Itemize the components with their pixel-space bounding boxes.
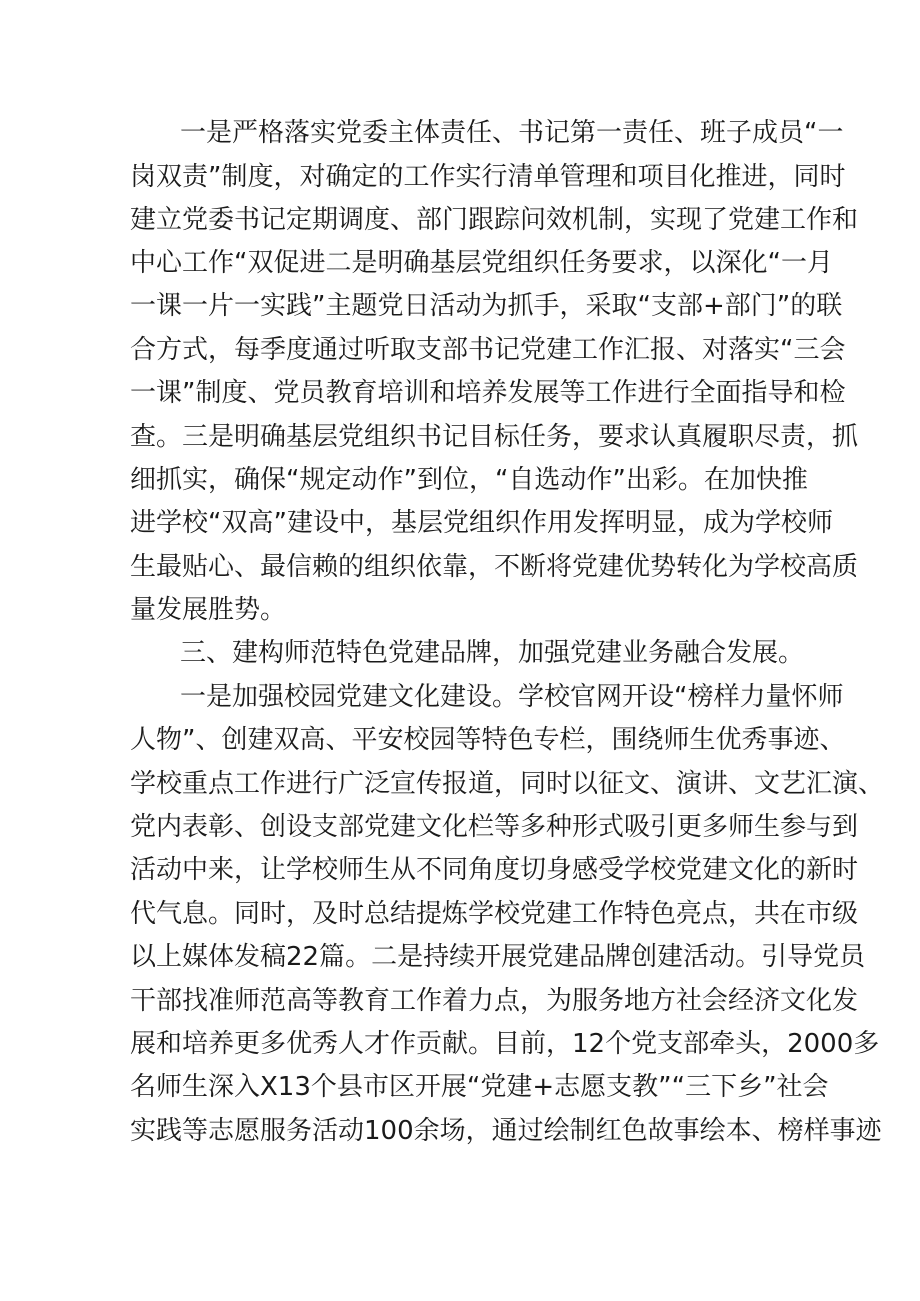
- text-line: 名师生深入X13个县市区开展“党建+志愿支教”“三下乡”社会: [130, 1072, 829, 1102]
- text-line: 生最贴心、最信赖的组织依靠，不断将党建优势转化为学校高质: [130, 552, 859, 582]
- text-line: 展和培养更多优秀人才作贡献。目前，12个党支部牵头，2000多: [130, 1029, 880, 1059]
- text-line: 实践等志愿服务活动100余场，通过绘制红色故事绘本、榜样事迹: [130, 1116, 882, 1146]
- text-line: 活动中来，让学校师生从不同角度切身感受学校党建文化的新时: [130, 855, 859, 885]
- text-line: 进学校“双高”建设中，基层党组织作用发挥明显，成为学校师: [130, 508, 833, 538]
- text-line: 一课”制度、党员教育培训和培养发展等工作进行全面指导和检: [130, 378, 846, 408]
- text-line: 学校重点工作进行广泛宣传报道，同时以征文、演讲、文艺汇演、: [130, 769, 885, 799]
- text-line: 合方式，每季度通过听取支部书记党建工作汇报、对落实“三会: [130, 335, 846, 365]
- text-line: 细抓实，确保“规定动作”到位，“自选动作”出彩。在加快推: [130, 465, 808, 495]
- text-line: 量发展胜势。: [130, 595, 287, 625]
- text-line: 干部找准师范高等教育工作着力点，为服务地方社会经济文化发: [130, 986, 859, 1016]
- section-heading: 三、建构师范特色党建品牌，加强党建业务融合发展。: [180, 638, 805, 668]
- text-line: 建立党委书记定期调度、部门跟踪问效机制，实现了党建工作和: [130, 205, 859, 235]
- text-line: 一是严格落实党委主体责任、书记第一责任、班子成员“一: [180, 118, 844, 148]
- text-line: 查。三是明确基层党组织书记目标任务，要求认真履职尽责，抓: [130, 422, 859, 452]
- text-line: 岗双责”制度，对确定的工作实行清单管理和项目化推进，同时: [130, 162, 846, 192]
- text-line: 代气息。同时，及时总结提炼学校党建工作特色亮点，共在市级: [130, 899, 859, 929]
- text-line: 中心工作“双促进二是明确基层党组织任务要求，以深化“一月: [130, 248, 833, 278]
- text-line: 人物”、创建双高、平安校园等特色专栏，围绕师生优秀事迹、: [130, 725, 846, 755]
- text-line: 一是加强校园党建文化建设。学校官网开设“榜样力量怀师: [180, 682, 844, 712]
- text-line: 一课一片一实践”主题党日活动为抓手，采取“支部+部门”的联: [130, 291, 843, 321]
- text-line: 党内表彰、创设支部党建文化栏等多种形式吸引更多师生参与到: [130, 812, 859, 842]
- text-line: 以上媒体发稿22篇。二是持续开展党建品牌创建活动。引导党员: [130, 942, 866, 972]
